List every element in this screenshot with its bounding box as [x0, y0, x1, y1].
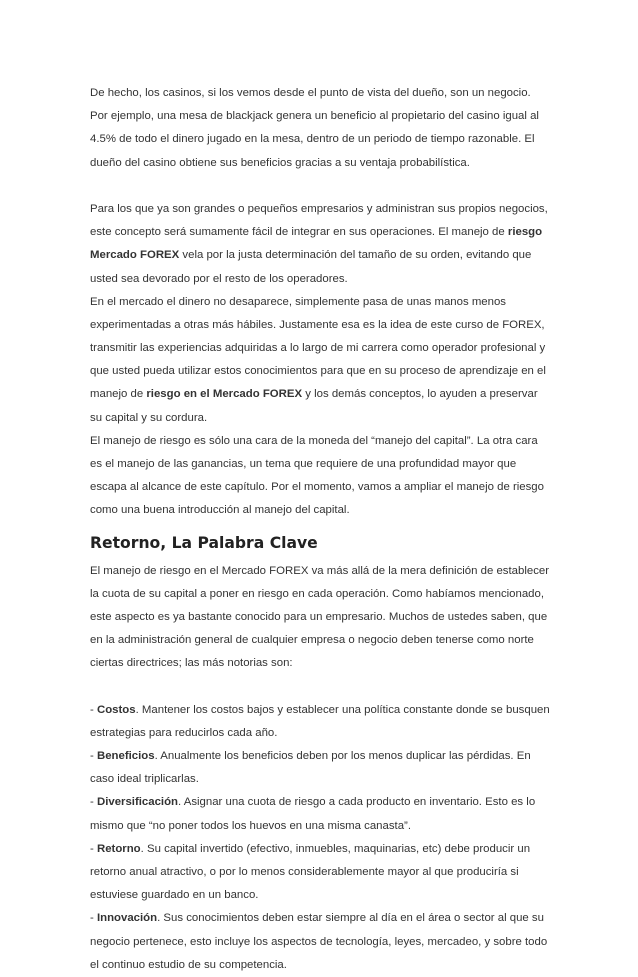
list-item-diversificacion: [90, 791, 550, 814]
text-span: . Anualmente los beneficios deben por los menos duplicar las pérdidas. En: [154, 750, 531, 763]
text-line: dueño del casino obtiene sus beneficios gracias a su ventaja probabilística.: [90, 156, 470, 169]
text-span: . Mantener los costos bajos y establecer una política constante donde se busquen: [135, 703, 550, 716]
list-dash: -: [90, 842, 97, 855]
list-item-retorno: [90, 838, 550, 861]
list-dash: -: [90, 703, 97, 716]
text-line: De hecho, los casinos, si los vemos desde el punto de vista del dueño, son un negocio.: [90, 87, 531, 99]
bold-term: riesgo en el Mercado FOREX: [146, 388, 303, 401]
text-line: estuviese guardado en un banco.: [90, 889, 259, 902]
text-span: manejo de: [90, 388, 147, 401]
text-line: El manejo de riesgo en el Mercado FOREX va más allá de la mera definición de establecer: [90, 564, 550, 577]
paragraph-spacer: [90, 175, 550, 198]
text-line: que usted pueda utilizar estos conocimientos para que en su proceso de aprendizaje en el: [90, 365, 546, 378]
text-line: es el manejo de las ganancias, un tema que requiere de una profundidad mayor que: [90, 458, 517, 470]
text-line: ciertas directrices; las más notorias son:: [90, 657, 293, 670]
text-line: el continuo estudio de su competencia.: [90, 958, 287, 971]
text-line: su capital y su cordura.: [90, 411, 208, 424]
bold-term: Retorno: [96, 842, 141, 855]
text-line: en la administración general de cualquier empresa o negocio deben tenerse como norte: [90, 634, 534, 647]
text-span: . Sus conocimientos deben estar siempre al día en el área o sector al que su: [157, 912, 544, 925]
paragraph-casinos: [90, 82, 550, 175]
paragraph-retorno: [90, 560, 550, 676]
bold-term: Beneficios: [96, 750, 155, 763]
text-line: [90, 221, 550, 244]
directives-list: [90, 699, 550, 977]
document-page: [90, 82, 550, 977]
text-line: El manejo de riesgo es sólo una cara de la moneda del “manejo del capital”. La otra cara: [90, 434, 538, 447]
text-span: . Su capital invertido (efectivo, inmuebles, maquinarias, etc) debe producir un: [140, 842, 531, 855]
text-line: la cuota de su capital a poner en riesgo en cada operación. Como habíamos mencionado,: [90, 587, 545, 600]
text-line: como una buena introducción al manejo del capital.: [90, 504, 350, 517]
text-line: Por ejemplo, una mesa de blackjack genera un beneficio al propietario del casino igual al: [90, 110, 539, 123]
list-item-beneficios: [90, 745, 550, 768]
list-item-innovacion: [90, 907, 550, 930]
text-line: estrategias para reducirlos cada año.: [90, 726, 278, 739]
text-line: mismo que “no poner todos los huevos en una misma canasta”.: [90, 819, 412, 832]
bold-term: riesgo: [507, 226, 543, 239]
text-line: retorno anual atractivo, o por lo menos considerablemente mayor al que produciría si: [90, 866, 519, 878]
paragraph-empresarios: [90, 198, 550, 523]
text-line: caso ideal triplicarlas.: [90, 773, 199, 786]
bold-term: Costos: [96, 703, 136, 716]
bold-term: Mercado FOREX: [90, 249, 180, 262]
paragraph-spacer: [90, 676, 550, 699]
bold-term: Innovación: [96, 912, 158, 925]
text-line: escapa al alcance de este capítulo. Por el momento, vamos a ampliar el manejo de riesgo: [90, 481, 544, 494]
text-line: 4.5% de todo el dinero jugado en la mesa, dentro de un periodo de tiempo razonable. El: [90, 133, 535, 146]
text-span: . Asignar una cuota de riesgo a cada producto en inventario. Esto es lo: [178, 796, 536, 809]
text-line: [90, 244, 550, 267]
text-span: y los demás conceptos, lo ayuden a preservar: [302, 388, 538, 401]
text-span: vela por la justa determinación del tamaño de su orden, evitando que: [179, 249, 532, 262]
section-heading: Retorno, La Palabra Clave: [90, 533, 318, 552]
text-line: negocio pertenece, esto incluye los aspectos de tecnología, leyes, mercadeo, y sobre todo: [90, 935, 548, 948]
list-dash: -: [90, 796, 97, 809]
text-line: experimentadas a otras más hábiles. Justamente esa es la idea de este curso de FOREX,: [90, 318, 545, 331]
list-item-costos: [90, 699, 550, 722]
text-line: [90, 383, 550, 406]
list-dash: -: [90, 750, 97, 763]
text-line: este aspecto es ya bastante conocido para un empresario. Muchos de ustedes saben, que: [90, 610, 548, 623]
bold-term: Diversificación: [96, 796, 179, 809]
list-dash: -: [90, 912, 97, 925]
text-line: usted sea devorado por el resto de los operadores.: [90, 272, 348, 285]
text-line: Para los que ya son grandes o pequeños empresarios y administran sus propios negocios,: [90, 202, 548, 215]
text-line: En el mercado el dinero no desaparece, simplemente pasa de unas manos menos: [90, 295, 507, 308]
text-line: transmitir las experiencias adquiridas a lo largo de mi carrera como operador profesional y: [90, 342, 546, 355]
text-span: este concepto será sumamente fácil de integrar en sus operaciones. El manejo de: [90, 226, 508, 239]
